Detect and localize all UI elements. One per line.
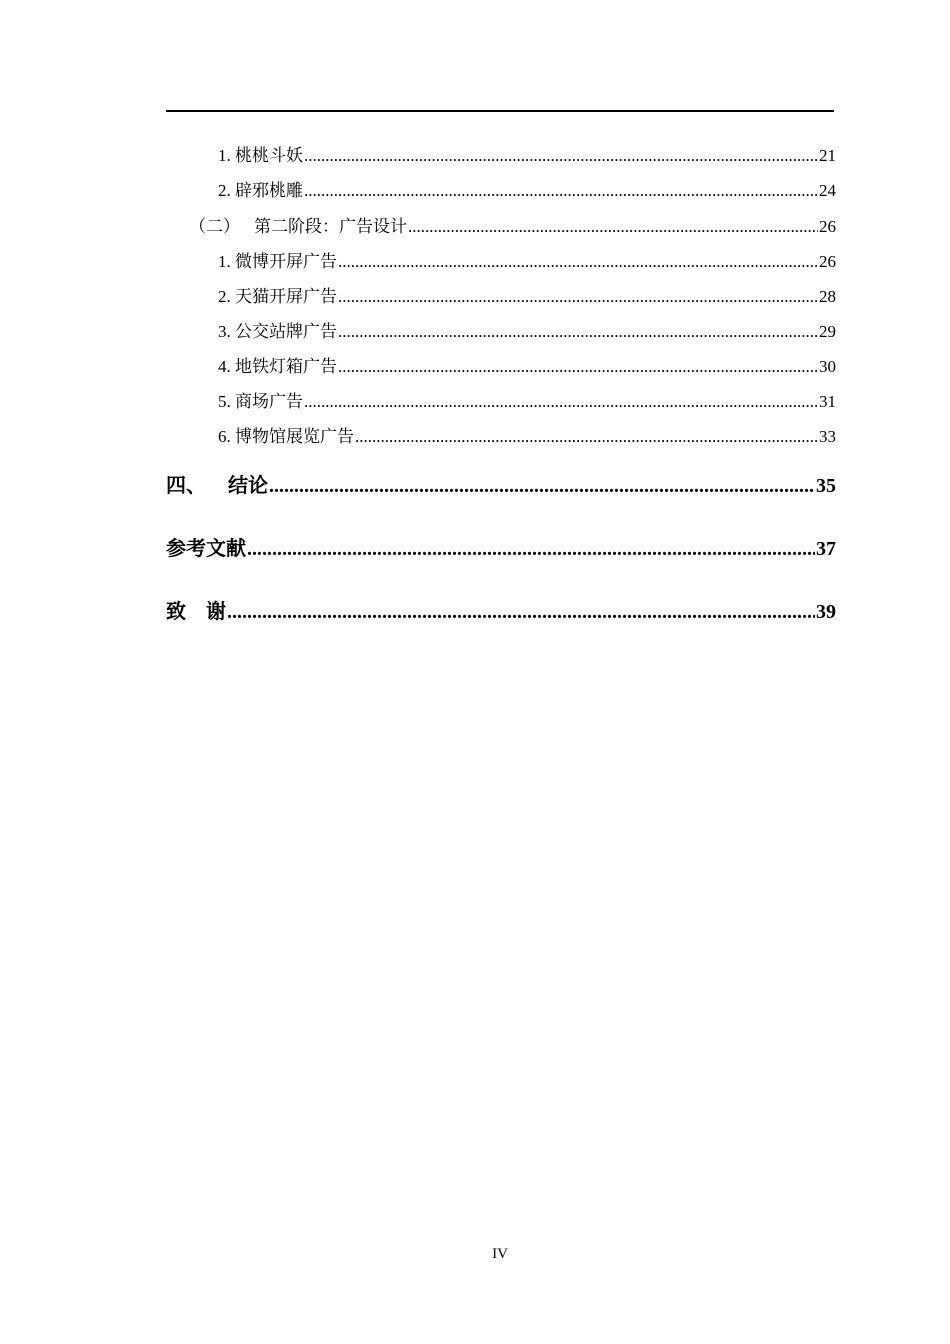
toc-entry-page: 28 <box>819 287 836 306</box>
toc-entry[interactable] <box>218 390 836 414</box>
toc-chapter-entry[interactable] <box>166 535 836 563</box>
toc-entry-page: 24 <box>819 181 836 200</box>
toc-dot-leader <box>338 250 818 274</box>
toc-entry[interactable] <box>218 355 836 379</box>
toc-entry-prefix: 致 <box>166 601 186 623</box>
toc-entry-label: 5. 商场广告 <box>218 392 303 411</box>
toc-entry-label: 1. 桃桃斗妖 <box>218 146 303 165</box>
toc-entry-page: 26 <box>819 217 836 236</box>
toc-entry-label: 2. 天猫开屏广告 <box>218 287 337 306</box>
toc-entry-prefix: （二） <box>189 217 240 236</box>
toc-entry-title: 第二阶段：广告设计 <box>254 217 407 236</box>
toc-dot-leader <box>408 215 818 239</box>
toc-entry-page: 21 <box>819 146 836 165</box>
toc-entry[interactable] <box>218 250 836 274</box>
toc-entry-prefix: 四、 <box>166 475 206 497</box>
toc-entry-page: 33 <box>819 427 836 446</box>
toc-entry-page: 39 <box>816 601 836 623</box>
toc-entry-label <box>189 215 407 239</box>
toc-chapter-entry[interactable] <box>166 472 836 500</box>
toc-dot-leader <box>304 390 818 414</box>
toc-entry-label <box>166 598 226 626</box>
toc-entry-label: 参考文献 <box>166 538 246 560</box>
toc-dot-leader <box>338 320 818 344</box>
toc-entry-title: 谢 <box>206 601 226 623</box>
page-number: IV <box>492 1246 508 1262</box>
toc-entry-page: 35 <box>816 475 836 497</box>
toc-entry-title: 结论 <box>228 475 268 497</box>
toc-dot-leader <box>338 355 818 379</box>
toc-dot-leader <box>304 179 818 203</box>
toc-entry-label <box>166 472 268 500</box>
toc-entry-page: 26 <box>819 252 836 271</box>
toc-dot-leader <box>355 425 818 449</box>
toc-entry-page: 37 <box>816 538 836 560</box>
toc-entry-label: 3. 公交站牌广告 <box>218 322 337 341</box>
toc-dot-leader <box>247 535 815 563</box>
toc-entry-page: 29 <box>819 322 836 341</box>
toc-entry-label: 2. 辟邪桃雕 <box>218 181 303 200</box>
toc-entry-page: 30 <box>819 357 836 376</box>
toc-entry-label: 1. 微博开屏广告 <box>218 252 337 271</box>
toc-entry-label: 4. 地铁灯箱广告 <box>218 357 337 376</box>
toc-entry[interactable] <box>218 179 836 203</box>
toc-entry[interactable] <box>218 144 836 168</box>
toc-dot-leader <box>269 472 815 500</box>
toc-dot-leader <box>304 144 818 168</box>
toc-entry-label: 6. 博物馆展览广告 <box>218 427 354 446</box>
toc-dot-leader <box>338 285 818 309</box>
toc-entry-page: 31 <box>819 392 836 411</box>
toc-entry[interactable] <box>218 425 836 449</box>
toc-entry[interactable] <box>218 320 836 344</box>
toc-chapter-entry[interactable] <box>166 598 836 626</box>
toc-dot-leader <box>227 598 815 626</box>
toc-entry[interactable] <box>218 285 836 309</box>
toc-entry[interactable] <box>189 215 836 239</box>
